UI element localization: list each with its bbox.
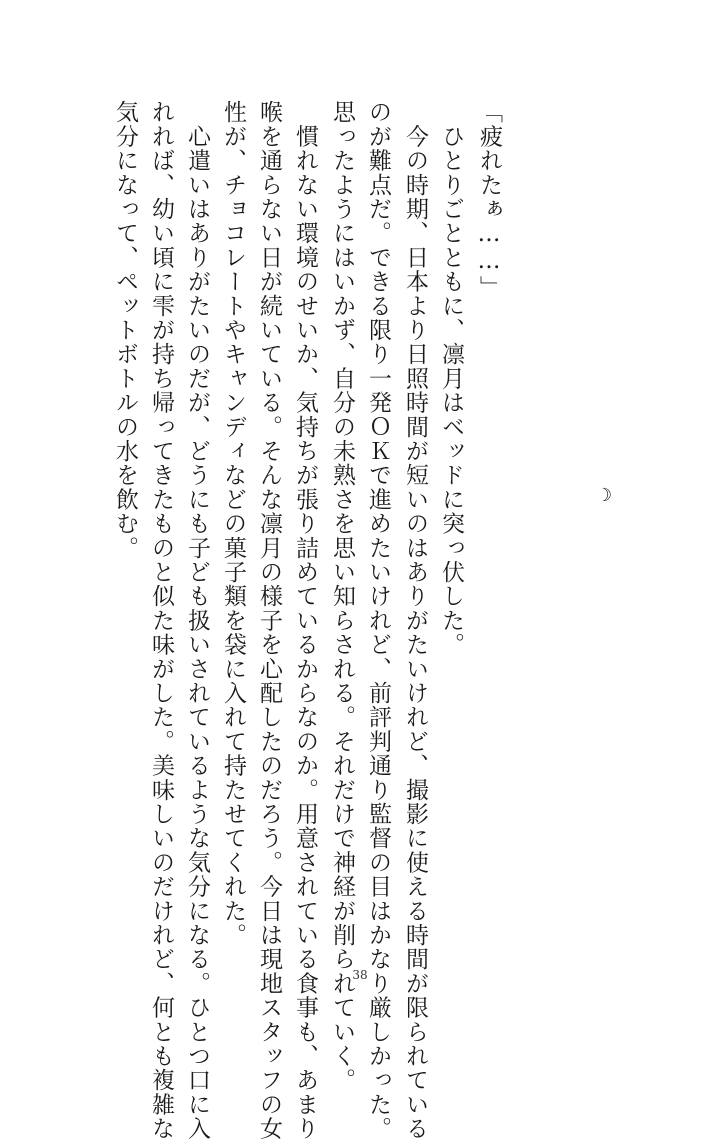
text-line: 気分になって、ペットボトルの水を飲む。	[112, 100, 138, 560]
text-line: 「疲れたぁ……」	[476, 100, 502, 300]
text-line: 今の時期、日本より日照時間が短いのはありがたいけれど、撮影に使える時間が限られている	[402, 100, 428, 1141]
text-line: 慣れない環境のせいか、気持ちが張り詰めているからなのか。用意されている食事も、あまり	[292, 100, 318, 1141]
text-line: れれば、幼い頃に雫が持ち帰ってきたものと似た味がした。美味しいのだけれど、何とも複雑な	[148, 100, 174, 1141]
text-line: 心遣いはありがたいのだが、どうにも子ども扱いされているような気分になる。ひとつ口に入	[184, 100, 210, 1141]
page-number: 38	[352, 968, 368, 982]
text-line: 性が、チョコレートやキャンディなどの菓子類を袋に入れて持たせてくれた。	[220, 100, 246, 947]
crescent-moon-icon: ☽	[596, 485, 613, 506]
text-line: のが難点だ。できる限り一発ＯＫで進めたいけれど、前評判通り監督の目はかなり厳しかった。	[365, 100, 391, 1141]
text-line: 思ったようにはいかず、自分の未熟さを思い知らされる。それだけで神経が削られていく。	[329, 100, 355, 1093]
text-line: ひとりごとともに、凛月はベッドに突っ伏した。	[438, 100, 464, 657]
text-line: 喉を通らない日が続いている。そんな凛月の様子を心配したのだろう。今日は現地スタッフの女	[256, 100, 282, 1141]
